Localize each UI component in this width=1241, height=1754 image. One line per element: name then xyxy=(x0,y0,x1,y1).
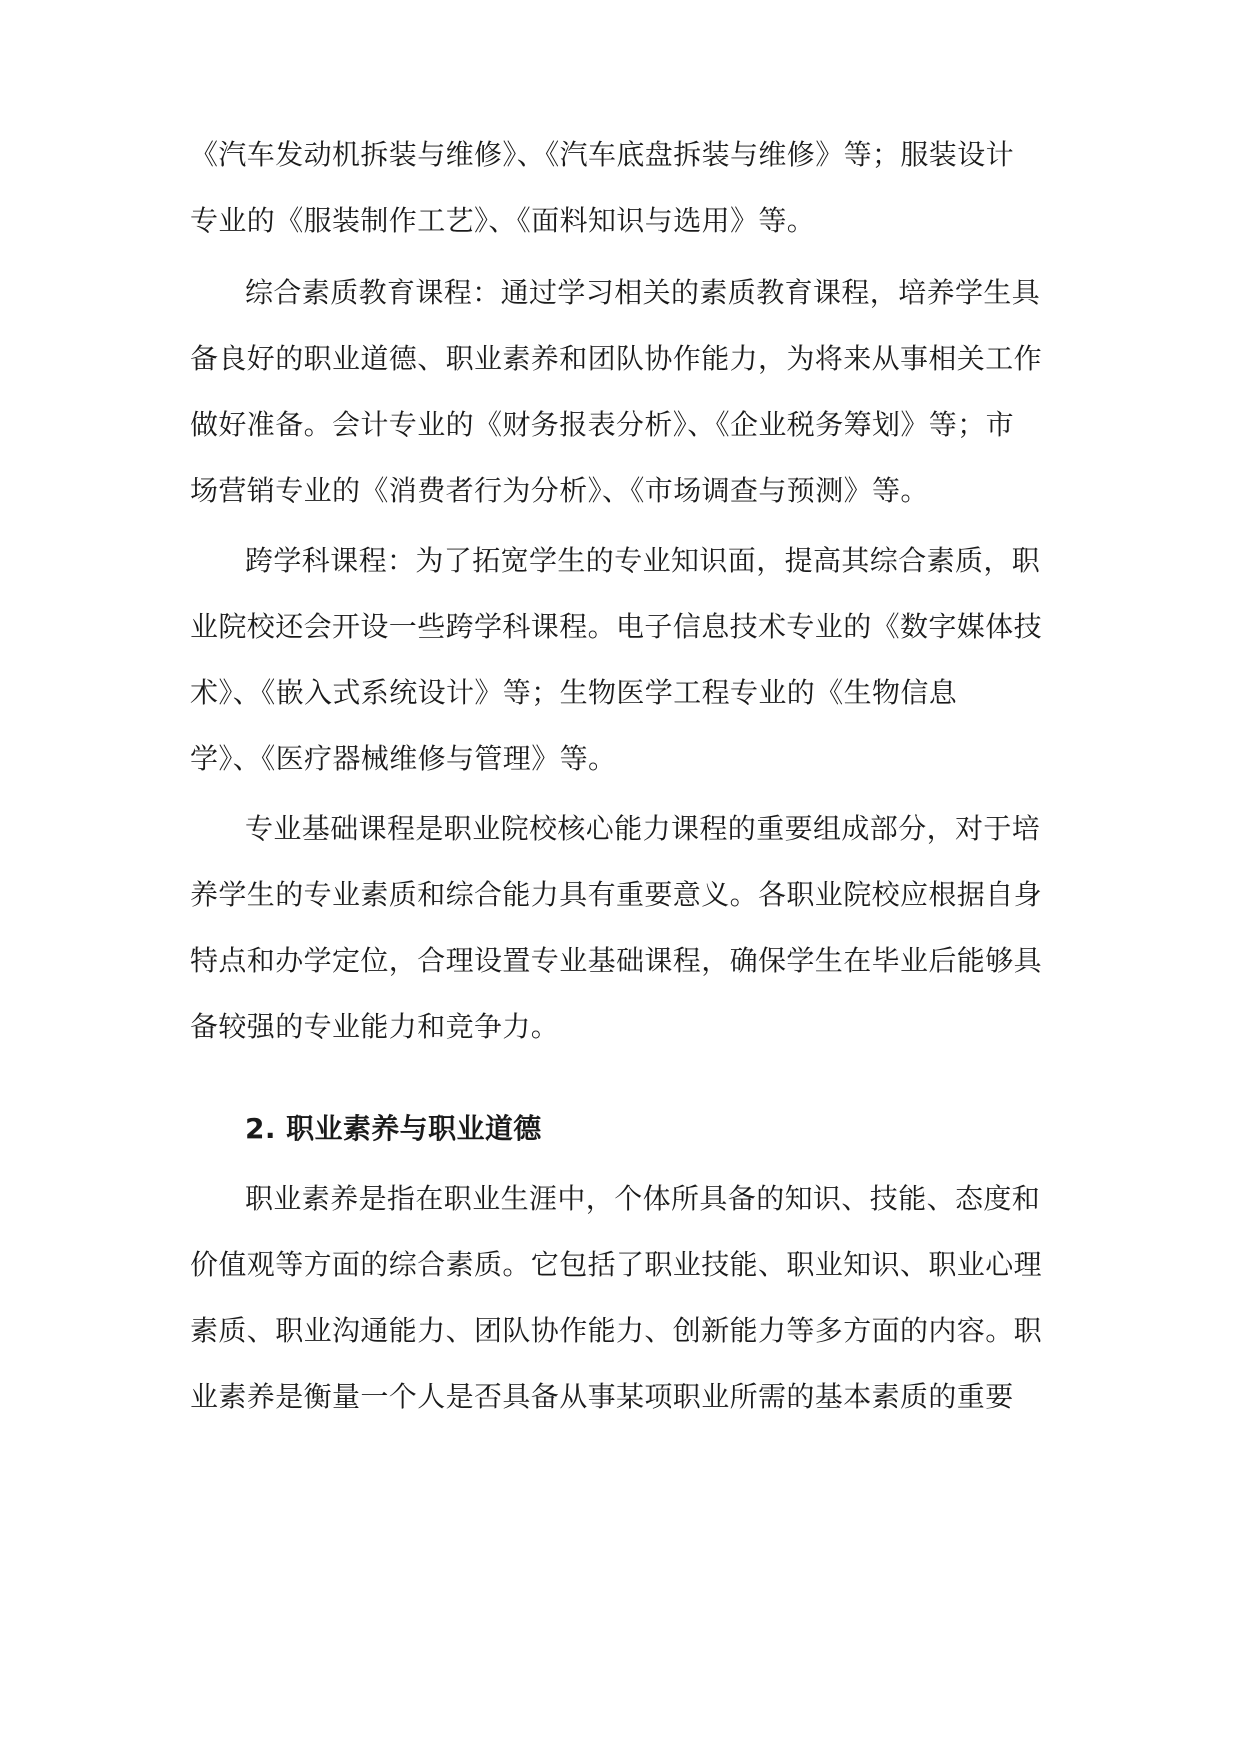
paragraph-2-line-3: 做好准备。会计专业的《财务报表分析》、《企业税务筹划》等；市 xyxy=(190,408,1015,441)
paragraph-4-line-4: 备较强的专业能力和竞争力。 xyxy=(190,1010,560,1043)
paragraph-2-line-1: 综合素质教育课程：通过学习相关的素质教育课程，培养学生具 xyxy=(245,276,1041,309)
paragraph-1-line-1: 《汽车发动机拆装与维修》、《汽车底盘拆装与维修》等；服装设计 xyxy=(190,138,1015,171)
paragraph-4-line-3: 特点和办学定位，合理设置专业基础课程，确保学生在毕业后能够具 xyxy=(190,944,1043,977)
paragraph-5-line-2: 价值观等方面的综合素质。它包括了职业技能、职业知识、职业心理 xyxy=(190,1248,1043,1281)
paragraph-4-line-2: 养学生的专业素质和综合能力具有重要意义。各职业院校应根据自身 xyxy=(190,878,1043,911)
paragraph-2-line-4: 场营销专业的《消费者行为分析》、《市场调查与预测》等。 xyxy=(190,474,929,507)
paragraph-3-line-2: 业院校还会开设一些跨学科课程。电子信息技术专业的《数字媒体技 xyxy=(190,610,1043,643)
paragraph-5-line-4: 业素养是衡量一个人是否具备从事某项职业所需的基本素质的重要 xyxy=(190,1380,1014,1413)
paragraph-3-line-3: 术》、《嵌入式系统设计》等；生物医学工程专业的《生物信息 xyxy=(190,676,958,709)
paragraph-3-line-4: 学》、《医疗器械维修与管理》等。 xyxy=(190,742,617,775)
section-heading: 2. 职业素养与职业道德 xyxy=(245,1112,542,1145)
paragraph-2-line-2: 备良好的职业道德、职业素养和团队协作能力，为将来从事相关工作 xyxy=(190,342,1043,375)
paragraph-4-line-1: 专业基础课程是职业院校核心能力课程的重要组成部分，对于培 xyxy=(245,812,1041,845)
paragraph-5-line-1: 职业素养是指在职业生涯中，个体所具备的知识、技能、态度和 xyxy=(245,1182,1041,1215)
paragraph-1-line-2: 专业的《服装制作工艺》、《面料知识与选用》等。 xyxy=(190,204,816,237)
paragraph-3-line-1: 跨学科课程：为了拓宽学生的专业知识面，提高其综合素质，职 xyxy=(245,544,1041,577)
paragraph-5-line-3: 素质、职业沟通能力、团队协作能力、创新能力等多方面的内容。职 xyxy=(190,1314,1043,1347)
